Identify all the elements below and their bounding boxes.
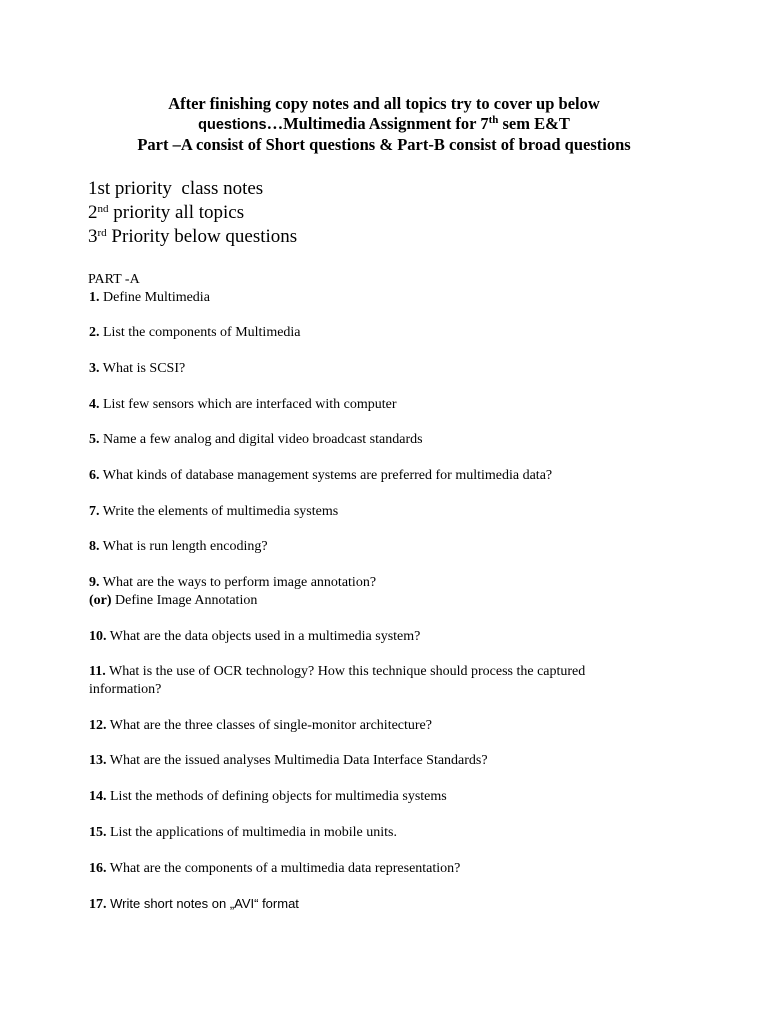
header-assignment-text: …Multimedia Assignment for 7: [266, 114, 489, 133]
header-line-1: [0, 94, 768, 114]
question-text: List few sensors which are interfaced with computer: [99, 397, 397, 412]
question-text: Write short notes on „AVI“ format: [106, 896, 299, 911]
question-text: What is SCSI?: [99, 361, 186, 376]
question-text: What are the three classes of single-monitor architecture?: [106, 718, 432, 733]
question-text: List the components of Multimedia: [99, 325, 301, 340]
priority-line-1: [88, 177, 263, 201]
priority-3-number: 3: [88, 226, 98, 247]
question-10: [89, 628, 649, 646]
question-text: What are the data objects used in a multimedia system?: [106, 629, 421, 644]
question-7: [89, 503, 649, 521]
question-text: What is the use of OCR technology? How this technique should process the captured information?: [89, 664, 586, 697]
question-4: [89, 396, 649, 414]
question-12: [89, 717, 649, 735]
priority-line-2: [88, 201, 244, 225]
question-text: List the methods of defining objects for multimedia systems: [106, 789, 447, 804]
question-number: 11.: [89, 664, 106, 679]
question-text: Name a few analog and digital video broadcast standards: [99, 432, 423, 447]
header-line-1-text: After finishing copy notes and all topics try to cover up below: [168, 94, 600, 113]
question-number: 13.: [89, 753, 107, 768]
question-15: [89, 824, 649, 842]
alternative-text: Define Image Annotation: [111, 593, 258, 608]
alternative-label: (or): [89, 593, 112, 608]
question-number: 8.: [89, 539, 100, 554]
question-number: 3.: [89, 361, 100, 376]
question-text: What are the issued analyses Multimedia Data Interface Standards?: [106, 753, 488, 768]
header-questions-word: questions: [198, 117, 267, 133]
question-17: [89, 895, 649, 914]
question-text: What are the ways to perform image annotation?: [99, 575, 377, 590]
question-11: [89, 663, 649, 699]
question-number: 10.: [89, 629, 107, 644]
question-number: 15.: [89, 825, 107, 840]
question-number: 2.: [89, 325, 100, 340]
priority-line-3: [88, 225, 297, 249]
question-1: [89, 289, 649, 307]
question-number: 7.: [89, 504, 100, 519]
question-8: [89, 538, 649, 556]
question-text: What kinds of database management systems are preferred for multimedia data?: [99, 468, 553, 483]
question-6: [89, 467, 649, 485]
question-number: 9.: [89, 575, 100, 590]
question-text: Write the elements of multimedia systems: [99, 504, 339, 519]
header-ordinal-sup: th: [488, 114, 499, 126]
question-number: 16.: [89, 861, 107, 876]
question-number: 14.: [89, 789, 107, 804]
question-16: [89, 860, 649, 878]
question-number: 17.: [89, 897, 107, 912]
question-number: 12.: [89, 718, 107, 733]
part-a-label: PART -A: [88, 272, 140, 287]
question-number: 5.: [89, 432, 100, 447]
priority-3-text: Priority below questions: [106, 226, 298, 247]
question-number: 4.: [89, 397, 100, 412]
header-line-3: [0, 135, 768, 155]
question-9: [89, 574, 649, 610]
question-text: What is run length encoding?: [99, 539, 268, 554]
question-2: [89, 324, 649, 342]
header-line-2: [0, 114, 768, 135]
question-3: [89, 360, 649, 378]
question-number: 6.: [89, 468, 100, 483]
question-text: What are the components of a multimedia data representation?: [106, 861, 461, 876]
question-13: [89, 752, 649, 770]
priority-1-text: 1st priority class notes: [88, 178, 264, 199]
header-sem-text: sem E&T: [498, 114, 570, 133]
question-5: [89, 431, 649, 449]
question-text: Define Multimedia: [99, 290, 210, 305]
question-14: [89, 788, 649, 806]
header-line-3-text: Part –A consist of Short questions & Part-B consist of broad questions: [137, 135, 631, 154]
priority-2-number: 2: [88, 202, 98, 223]
question-number: 1.: [89, 290, 100, 305]
priority-2-text: priority all topics: [108, 202, 245, 223]
priority-3-ordinal: rd: [97, 227, 107, 239]
priority-2-ordinal: nd: [97, 203, 109, 215]
question-text: List the applications of multimedia in mobile units.: [106, 825, 397, 840]
